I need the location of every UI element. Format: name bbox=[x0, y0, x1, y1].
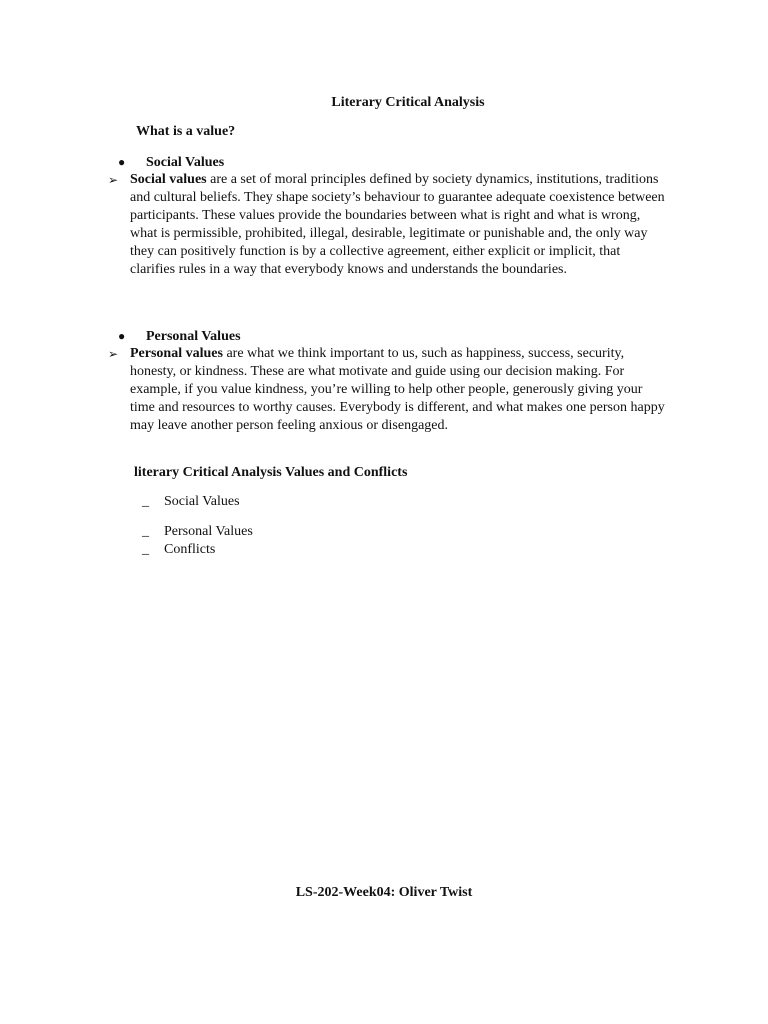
document-footer: LS-202-Week04: Oliver Twist bbox=[295, 885, 473, 900]
personal-values-title: Personal Values bbox=[146, 329, 241, 344]
bullet-icon: ● bbox=[118, 329, 126, 343]
dash-marker: _ bbox=[142, 542, 149, 557]
personal-values-paragraph bbox=[108, 345, 668, 435]
list-item bbox=[142, 541, 215, 559]
list-item-label: Conflicts bbox=[164, 542, 216, 557]
social-values-paragraph bbox=[108, 171, 668, 279]
arrow-bullet-icon: ➢ bbox=[108, 173, 119, 187]
social-values-title: Social Values bbox=[146, 155, 225, 170]
list-item bbox=[142, 523, 253, 541]
dash-marker: _ bbox=[142, 494, 149, 509]
bullet-icon: ● bbox=[118, 155, 126, 169]
list-item-label: Social Values bbox=[164, 494, 240, 509]
social-values-heading bbox=[118, 153, 224, 172]
analysis-heading: literary Critical Analysis Values and Conflicts bbox=[134, 465, 408, 480]
personal-values-body: are what we think important to us, such as happiness, success, security, honesty, or kindness. These are what motivate and guide using our decision making. For example, if you value kindness, you’re willing to help other people, generously giving your time and resources to worthy causes. Everybody is different, and what makes one person happy may leave another person feeling anxious or disengaged. bbox=[130, 346, 665, 433]
arrow-bullet-icon: ➢ bbox=[108, 347, 119, 361]
social-values-lead: Social values bbox=[130, 172, 207, 187]
list-item-label: Personal Values bbox=[164, 524, 253, 539]
dash-marker: _ bbox=[142, 524, 149, 539]
personal-values-heading bbox=[118, 327, 241, 346]
personal-values-lead: Personal values bbox=[130, 346, 223, 361]
social-values-body: are a set of moral principles defined by society dynamics, institutions, traditions and cultural beliefs. They shape society’s behaviour to guarantee adequate coexistence between participants. These values provide the boundaries between what is right and what is wrong, what is permissible, prohibited, illegal, desirable, legitimate or punishable and, the only way they can positively function is by a collective agreement, either explicit or implicit, that clarifies rules in a way that everybody knows and understands the boundaries. bbox=[130, 172, 665, 277]
question-heading: What is a value? bbox=[136, 124, 236, 139]
list-item bbox=[142, 493, 240, 511]
document-title: Literary Critical Analysis bbox=[331, 95, 485, 110]
